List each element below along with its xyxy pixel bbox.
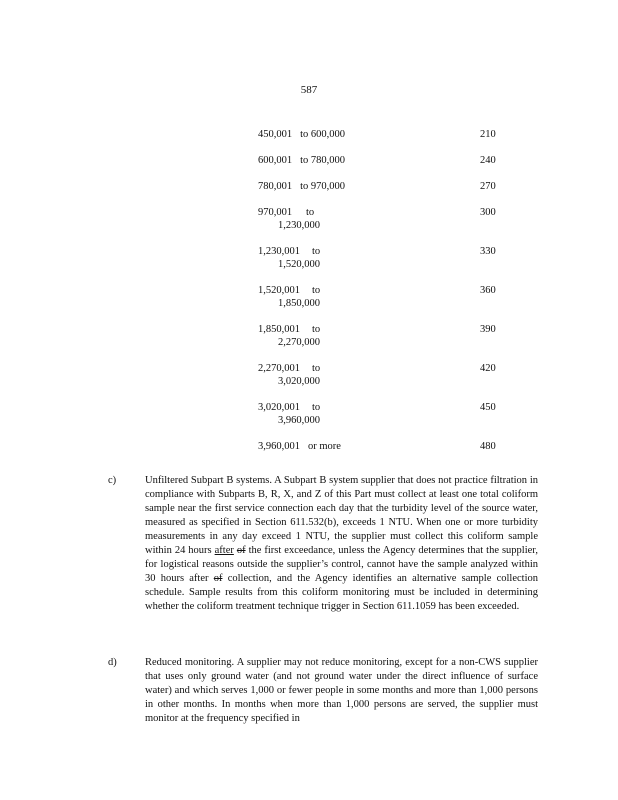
range-to: 3,020,000 bbox=[278, 376, 320, 387]
paragraph-d-text: Reduced monitoring. A supplier may not reduce monitoring, except for a non-CWS supplier that uses only ground water (and not ground water under the direct influence of surface water) and which serves 1,000 or fewer people in some months and more than 1,000 persons in other months. In months when more than 1,000 persons are served, the supplier must monitor at the frequency specified in bbox=[145, 657, 538, 724]
range-from: 1,520,001 bbox=[258, 285, 300, 296]
deleted-text: of bbox=[236, 545, 246, 556]
range-to-word: to bbox=[306, 207, 315, 218]
paragraph-d bbox=[108, 656, 538, 726]
range-to: or more bbox=[308, 441, 341, 452]
range-to-word: to bbox=[312, 402, 321, 413]
range-to: 1,230,000 bbox=[278, 220, 320, 231]
population-range bbox=[258, 284, 438, 310]
sample-count: 330 bbox=[480, 246, 496, 257]
range-from: 2,270,001 bbox=[258, 363, 300, 374]
range-to: 1,520,000 bbox=[278, 259, 320, 270]
range-from: 450,001 bbox=[258, 129, 293, 140]
paragraph-c-label: c) bbox=[108, 475, 117, 486]
population-range bbox=[258, 180, 438, 193]
range-from: 3,020,001 bbox=[258, 402, 300, 413]
sample-count: 300 bbox=[480, 207, 496, 218]
sample-count: 270 bbox=[480, 181, 496, 192]
sample-count: 450 bbox=[480, 402, 496, 413]
population-range bbox=[258, 401, 438, 427]
range-from: 3,960,001 bbox=[258, 441, 300, 452]
range-from: 600,001 bbox=[258, 155, 293, 166]
population-range bbox=[258, 206, 438, 232]
range-from: 1,850,001 bbox=[258, 324, 300, 335]
population-range bbox=[258, 245, 438, 271]
range-from: 780,001 bbox=[258, 181, 293, 192]
inserted-text: after bbox=[214, 545, 234, 556]
sample-count: 420 bbox=[480, 363, 496, 374]
sample-count: 390 bbox=[480, 324, 496, 335]
range-to-word: to bbox=[312, 246, 321, 257]
population-range bbox=[258, 128, 438, 141]
sample-count: 240 bbox=[480, 155, 496, 166]
page-number: 587 bbox=[300, 84, 318, 96]
range-to: to 600,000 bbox=[300, 129, 346, 140]
range-to: 2,270,000 bbox=[278, 337, 320, 348]
paragraph-d-label: d) bbox=[108, 657, 117, 668]
paragraph-c-text-part-1: Unfiltered Subpart B systems. A Subpart B system supplier that does not practice filtration in compliance with Subparts B, R, X, and Z of this Part must collect at least one total coliform sample near the first service connection each day that the turbidity level of the source water, measured as specified in Section 611.532(b), exceeds 1 NTU. When one or more turbidity measurements in any day exceed 1 NTU, the supplier must collect this coliform sample within 24 hours bbox=[145, 475, 538, 556]
paragraph-c-text-part-2: the first exceedance, unless the Agency determines that the supplier, for logistical reasons outside the supplier’s control, cannot have the sample analyzed within 30 hours after bbox=[145, 545, 538, 584]
population-range bbox=[258, 362, 438, 388]
range-to-word: to bbox=[312, 324, 321, 335]
range-to: 3,960,000 bbox=[278, 415, 320, 426]
paragraph-c bbox=[108, 474, 538, 614]
sample-count: 480 bbox=[480, 441, 496, 452]
population-range bbox=[258, 440, 438, 453]
range-to: to 780,000 bbox=[300, 155, 346, 166]
sample-count: 360 bbox=[480, 285, 496, 296]
range-from: 1,230,001 bbox=[258, 246, 300, 257]
paragraph-c-text bbox=[145, 474, 538, 614]
range-to: 1,850,000 bbox=[278, 298, 320, 309]
population-range bbox=[258, 323, 438, 349]
population-range bbox=[258, 154, 438, 167]
range-to-word: to bbox=[312, 363, 321, 374]
range-to-word: to bbox=[312, 285, 321, 296]
paragraph-c-text-part-3: collection, and the Agency identifies an alternative sample collection schedule. Sample results from this coliform monitoring must be included in determining whether the coliform treatment technique trigger in Section 611.1059 has been exceeded. bbox=[145, 573, 538, 612]
sample-count: 210 bbox=[480, 129, 496, 140]
range-from: 970,001 bbox=[258, 207, 293, 218]
deleted-text: of bbox=[213, 573, 223, 584]
range-to: to 970,000 bbox=[300, 181, 346, 192]
